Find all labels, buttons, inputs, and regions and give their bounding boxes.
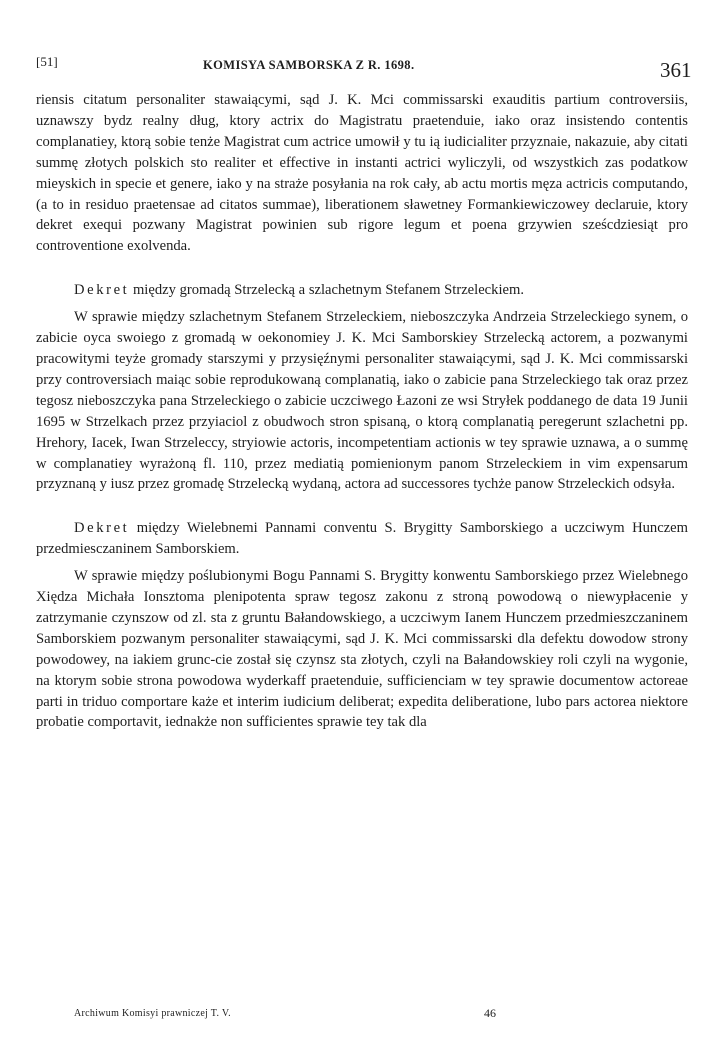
page-footer: [0, 1002, 720, 1032]
footer-source: Archiwum Komisyi prawniczej T. V.: [74, 1008, 231, 1019]
signature-mark: 46: [484, 1006, 496, 1020]
section-number: [51]: [36, 54, 58, 69]
decree-heading-text: między gromadą Strzelecką a szlachetnym Stefanem Strzeleckiem.: [129, 282, 524, 299]
continued-paragraph: riensis citatum personaliter stawaiącymi, sąd J. K. Mci commissarski exauditis partium controversiis, uznawszy bydz realny dług, ktory actrix do Magistratu praetenduie, iako oraz insistendo contentis complanatiey, ktorą sobie tenże Magistrat cum actrice umowił y tu ią iudicialiter przyznaie, nakazuie, aby citati summę złotych polskich sto realiter et effective in instanti actrici wyliczyli, od wszystkich zas podatkow mieyskich in specie et genere, iako y na straże posyłania na rok cały, ab actu mortis męza actricis computando, (a to in residuo praetensae ad citatos summae), liberationem sławetney Formankiewiczowey declaruie, ktory dekret exequi pozwany Magistrat powinien sub rigore legum et poena grzywien sześcdziesiąt pro controventione exolvenda.: [36, 92, 688, 255]
decree-keyword: Dekret: [74, 282, 130, 299]
decree-heading-2: [36, 518, 688, 560]
decree-heading-text: między Wielebnemi Pannami conventu S. Brygitty Samborskiego a uczciwym Hunczem przedmiesczaninem Samborskiem.: [36, 520, 688, 558]
decree-body-1: W sprawie między szlachetnym Stefanem Strzeleckiem, nieboszczyka Andrzeia Strzeleckiego synem, o zabicie oyca swoiego z gromadą w oekonomiey J. K. Mci Samborskiey Strzelecką actorem, a pozwanymi pracowitymi teyże gromady starszymi y przysięźnymi personaliter stawaiącymi, sąd J. K. Mci commissarski przy controversiach maiąc sobie reprodukowaną complanatią, iako o zabicie pana Strzeleckiego tak oraz przez tegosz nieboszczyka pana Strzeleckiego o zabicie uczciwego Łazoni ze wsi Stryłek poddanego de data 19 Junii 1695 w Strzelkach przez przyiaciol z obudwoch stron spisaną, o ktorą complanatią peregerunt szlachetni pp. Hrehory, Iacek, Iwan Strzeleccy, stryiowie actoris, incompetentiam actionis w tey sprawie uznawa, a o summę w complanatiey wyrażoną fl. 110, przez mediatią pomienionym panom Strzeleckiem in vim expensarum przyznaną y iusz przez gromadę Strzelecką wydaną, actora ad successores tychże panow Strzeleckich odsyła.: [36, 309, 688, 493]
running-title: KOMISYA SAMBORSKA Z R. 1698.: [203, 58, 415, 72]
decree-body-2: W sprawie między poślubionymi Bogu Pannami S. Brygitty konwentu Samborskiego przez Wielebnego Xiędza Michała Ionsztoma plenipotenta spraw tegosz zakonu z stroną powodową o niewypłacenie y zatrzymanie czynszow od zl. sta z gruntu Bałandowskiego, a uczciwym Ianem Hunczem przedmieszczaninem Samborskiem pozwanym personaliter stawaiącymi, sąd J. K. Mci commissarski dla defektu dowodow strony powodowey, na iakiem grunc-cie został się czynsz sta złotych, czyli na Bałandowskiey roli czyli na wygonie, na ktorym sobie strona powodowa wyderkaff praetenduie, sufficienciam w tey sprawie documentow actoreae parti in triduo comportare każe et interim iudicium deliberat; expedita deliberatione, lubo pars actorea niektore probatie comportavit, iednakże non sufficientes sprawie tey tak dla: [36, 568, 688, 731]
decree-keyword: Dekret: [74, 520, 130, 537]
page-header: [0, 0, 720, 90]
decree-heading-1: [36, 280, 688, 301]
main-text: [36, 90, 688, 733]
page-number: 361: [660, 58, 692, 82]
